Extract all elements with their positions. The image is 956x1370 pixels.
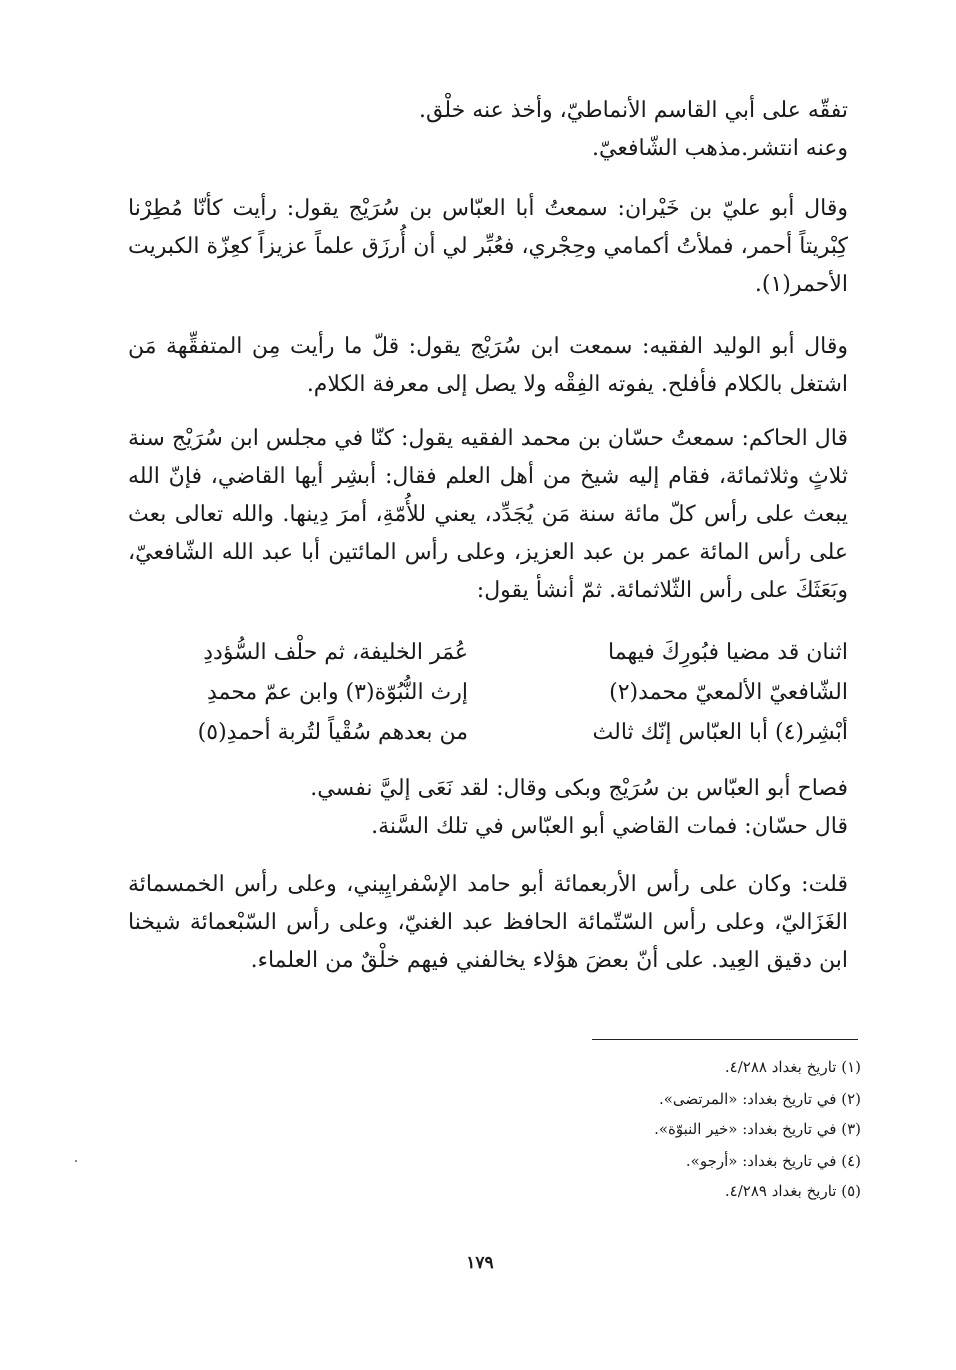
poem-verse-3 (128, 720, 848, 756)
scan-speck (75, 1160, 77, 1162)
page-number: ١٧٩ (466, 1253, 494, 1273)
footnote-5: (٥) تاريخ بغداد ٤/٢٨٩. (724, 1182, 861, 1200)
poem-verse-1-second-hemistich: عُمَر الخليفة، ثم حلْف السُّؤددِ (203, 640, 468, 665)
footnote-2: (٢) في تاريخ بغداد: «المرتضى». (658, 1090, 861, 1108)
paragraph-closing: قلت: وكان على رأس الأربعمائة أبو حامد الإسْفرايِيني، وعلى رأس الخمسمائة الغَزَاليّ، وعلى رأس السّتّمائة الحافظ عبد الغنيّ، وعلى رأس السّبْعمائة شيخنا ابن دقيق العِيد. على أنّ بعضَ هؤلاء يخالفني فيهم خلْقٌ من العلماء. (128, 872, 848, 973)
poem-verse-1 (128, 640, 848, 676)
intro-line-2: وعنه انتشر.مذهب الشّافعيّ. (592, 136, 848, 161)
poem-verse-2-second-hemistich: إرث النُّبُوّة(٣) وابن عمّ محمدِ (206, 680, 468, 705)
poem-verse-3-second-hemistich: من بعدهم سُقْياً لتُربة أحمدِ(٥) (197, 720, 468, 745)
poem-verse-3-first-hemistich: أبْشِر(٤) أبا العبّاس إنّك ثالث (592, 720, 848, 745)
poem-verse-2-first-hemistich: الشّافعيّ الألمعيّ محمد(٢) (609, 680, 848, 705)
paragraph-al-hakim: قال الحاكم: سمعتُ حسّان بن محمد الفقيه يقول: كنّا في مجلس ابن سُرَيْج سنة ثلاثٍ وثلاثمائة، فقام إليه شيخ من أهل العلم فقال: أبشِر أيها القاضي، فإنّ الله يبعث على رأس كلّ مائة سنة مَن يُجَدِّد، يعني للأُمّةِ، أمرَ دِينها. والله تعالى بعث على رأس المائة عمر بن عبد العزيز، وعلى رأس المائتين أبا عبد الله الشّافعيّ، وبَعَثَكَ على رأس الثّلاثمائة. ثمّ أنشأ يقول: (128, 426, 848, 603)
footnote-4: (٤) في تاريخ بغداد: «أرجو». (685, 1152, 861, 1170)
paragraph-abu-al-walid: وقال أبو الوليد الفقيه: سمعت ابن سُرَيْج يقول: قلّ ما رأيت مِن المتفقِّهة مَن اشتغل بالكلام فأفلح. يفوته الفِقْه ولا يصل إلى معرفة الكلام. (128, 334, 848, 397)
intro-line-1: تفقّه على أبي القاسم الأنماطيّ، وأخذ عنه خلْق. (419, 98, 848, 123)
footnote-3: (٣) في تاريخ بغداد: «خير النبوّة». (654, 1120, 861, 1138)
poem-verse-2 (128, 680, 848, 716)
paragraph-ibn-khayran: وقال أبو عليّ بن خَيْران: سمعتُ أبا العبّاس بن سُرَيْج يقول: رأيت كأنّا مُطِرْنا كِبْريتاً أحمر، فملأتُ أكمامي وحِجْري، فعُبِّر لي أن أُرزَق علماً عزيزاً كعِزّة الكبريت الأحمر(١). (128, 196, 848, 297)
poem-verse-1-first-hemistich: اثنان قد مضيا فبُورِكَ فيهما (608, 640, 848, 665)
after-poem-line-2: قال حسّان: فمات القاضي أبو العبّاس في تلك السَّنة. (371, 814, 848, 839)
footnote-1: (١) تاريخ بغداد ٤/٢٨٨. (724, 1058, 861, 1076)
after-poem-line-1: فصاح أبو العبّاس بن سُرَيْج وبكى وقال: لقد نَعَى إليَّ نفسي. (310, 776, 848, 801)
footnote-separator (592, 1039, 858, 1040)
